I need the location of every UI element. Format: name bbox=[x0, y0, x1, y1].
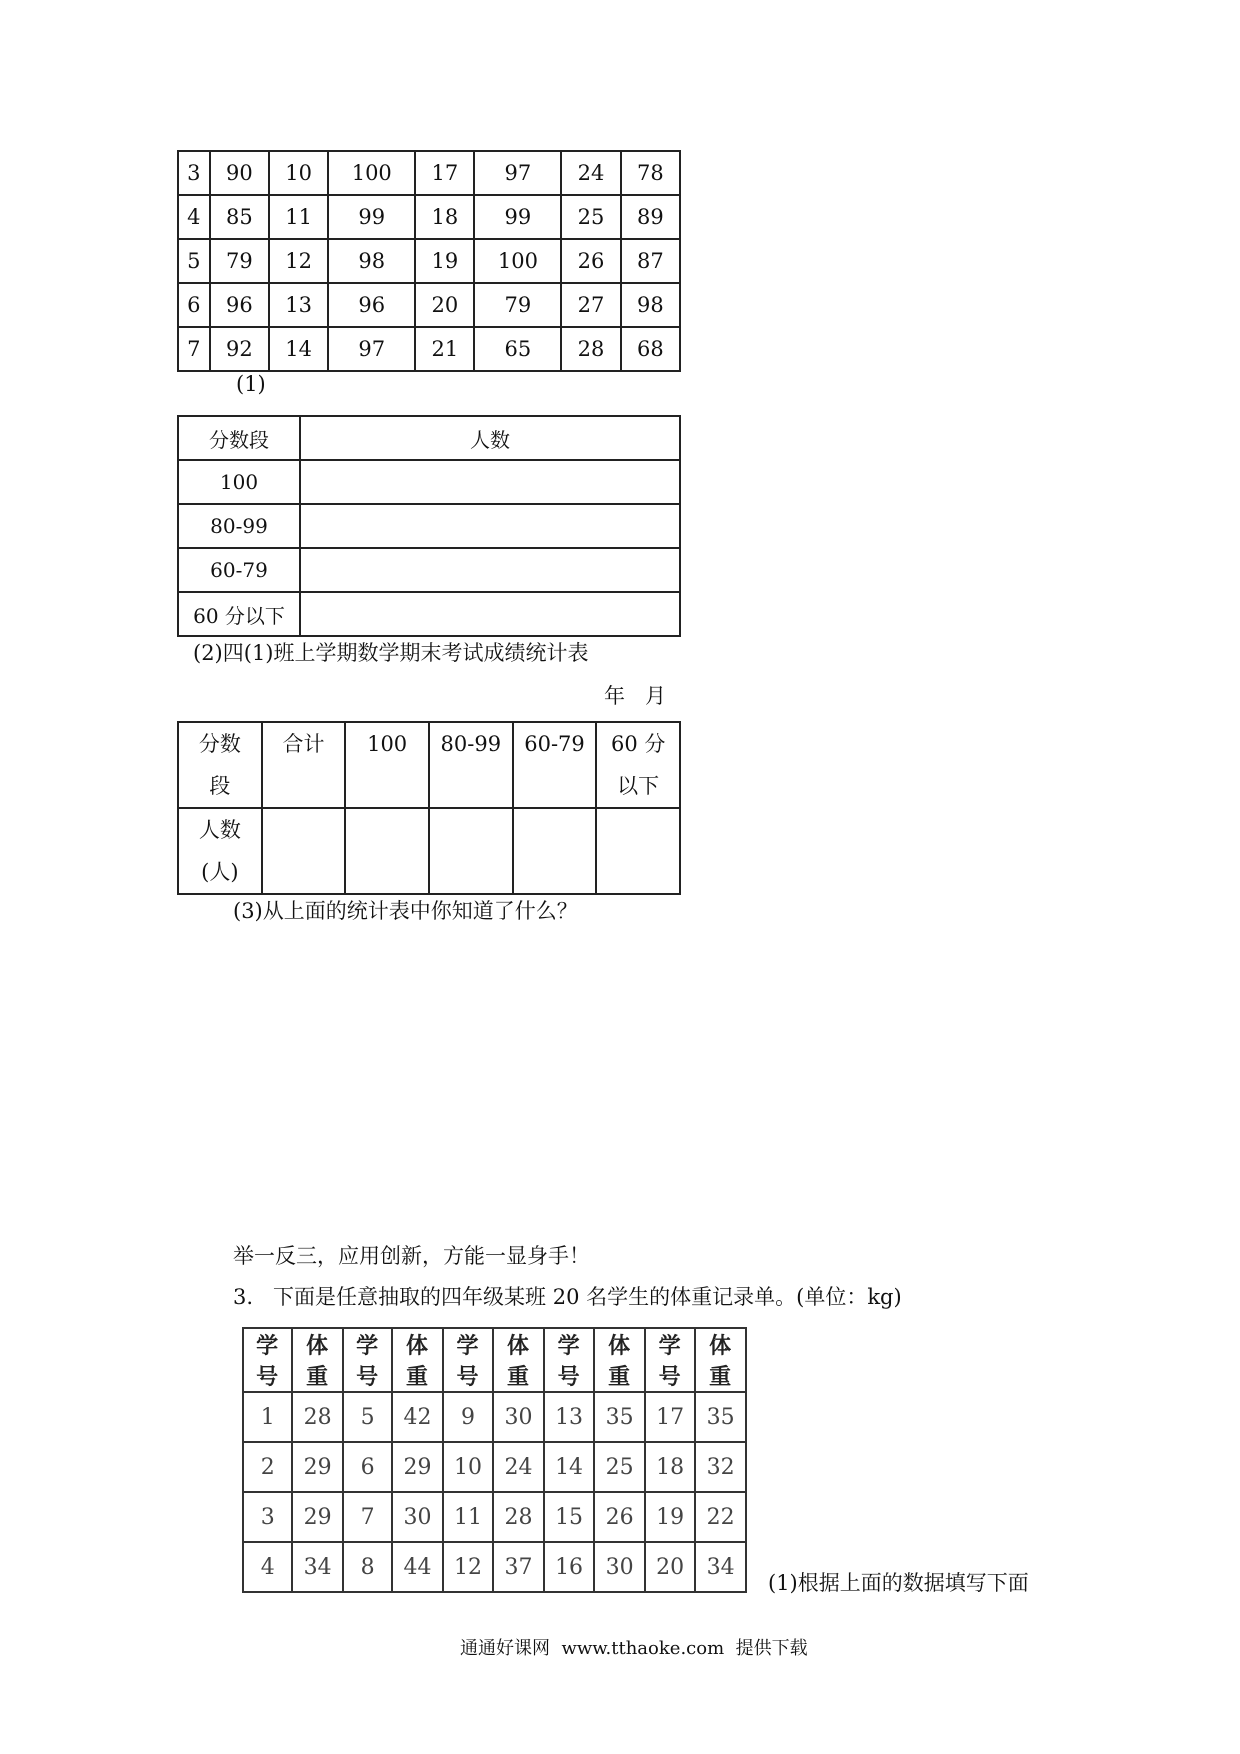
table-cell: 29 bbox=[292, 1442, 343, 1492]
blank-cell[interactable] bbox=[513, 808, 597, 894]
table-cell: 14 bbox=[544, 1442, 595, 1492]
table-row bbox=[243, 1442, 746, 1492]
part3-question: (3)从上面的统计表中你知道了什么？ bbox=[233, 899, 578, 923]
table-cell: 22 bbox=[695, 1492, 746, 1542]
range-label: 80-99 bbox=[178, 504, 300, 548]
table-cell: 98 bbox=[621, 283, 680, 327]
table-cell: 90 bbox=[210, 151, 269, 195]
part1-label: (1) bbox=[236, 372, 266, 396]
table-cell: 42 bbox=[392, 1392, 443, 1442]
table-cell: 65 bbox=[474, 327, 561, 371]
table-cell: 34 bbox=[292, 1542, 343, 1592]
table-cell: 98 bbox=[328, 239, 415, 283]
blank-cell[interactable] bbox=[596, 808, 680, 894]
table-cell: 68 bbox=[621, 327, 680, 371]
table-cell: 3 bbox=[178, 151, 210, 195]
column-header bbox=[596, 722, 680, 808]
table-cell: 9 bbox=[443, 1392, 494, 1442]
table-cell: 18 bbox=[415, 195, 474, 239]
table-cell: 10 bbox=[269, 151, 328, 195]
blank-cell[interactable] bbox=[429, 808, 513, 894]
table-cell: 4 bbox=[178, 195, 210, 239]
column-header: 分数段 bbox=[178, 416, 300, 460]
blank-cell[interactable] bbox=[300, 548, 680, 592]
table-cell: 25 bbox=[561, 195, 620, 239]
footer: 通通好课网 www.tthaoke.com 提供下载 bbox=[460, 1638, 808, 1659]
table-cell: 3 bbox=[243, 1492, 292, 1542]
table-row bbox=[243, 1392, 746, 1442]
table-cell: 17 bbox=[415, 151, 474, 195]
range-label: 60 分以下 bbox=[178, 592, 300, 636]
table-cell: 24 bbox=[493, 1442, 544, 1492]
header-line: (人) bbox=[201, 860, 239, 884]
table-row bbox=[178, 239, 680, 283]
table-cell: 78 bbox=[621, 151, 680, 195]
table-row bbox=[243, 1492, 746, 1542]
date-label: 年 月 bbox=[604, 684, 667, 708]
column-header: 学 号 bbox=[544, 1328, 595, 1392]
column-header: 学 号 bbox=[645, 1328, 696, 1392]
table-row bbox=[178, 416, 680, 460]
table-cell: 12 bbox=[269, 239, 328, 283]
table-cell: 97 bbox=[474, 151, 561, 195]
table-cell: 11 bbox=[269, 195, 328, 239]
table-cell: 30 bbox=[594, 1542, 645, 1592]
column-header: 体 重 bbox=[292, 1328, 343, 1392]
table-row bbox=[243, 1542, 746, 1592]
table-cell: 79 bbox=[210, 239, 269, 283]
header-line: 100 bbox=[367, 732, 408, 756]
column-header bbox=[262, 722, 346, 808]
column-header: 体 重 bbox=[392, 1328, 443, 1392]
table-cell: 25 bbox=[594, 1442, 645, 1492]
header-line: 80-99 bbox=[440, 732, 502, 756]
blank-cell[interactable] bbox=[262, 808, 346, 894]
row-header bbox=[178, 808, 262, 894]
question-3-text: 3. 下面是任意抽取的四年级某班 20 名学生的体重记录单。(单位：kg) bbox=[233, 1285, 902, 1309]
header-line: 合计 bbox=[282, 732, 325, 756]
table-cell: 28 bbox=[493, 1492, 544, 1542]
table-cell: 6 bbox=[178, 283, 210, 327]
column-header: 学 号 bbox=[443, 1328, 494, 1392]
weight-table bbox=[242, 1327, 747, 1593]
table-cell: 16 bbox=[544, 1542, 595, 1592]
table-cell: 12 bbox=[443, 1542, 494, 1592]
table-cell: 24 bbox=[561, 151, 620, 195]
table-cell: 14 bbox=[269, 327, 328, 371]
table-cell: 79 bbox=[474, 283, 561, 327]
header-line: 人数 bbox=[198, 818, 241, 842]
table-cell: 85 bbox=[210, 195, 269, 239]
column-header: 人数 bbox=[300, 416, 680, 460]
table-cell: 5 bbox=[178, 239, 210, 283]
table-cell: 28 bbox=[561, 327, 620, 371]
table-cell: 7 bbox=[178, 327, 210, 371]
blank-cell[interactable] bbox=[300, 460, 680, 504]
column-header: 学 号 bbox=[243, 1328, 292, 1392]
part2-title: (2)四(1)班上学期数学期末考试成绩统计表 bbox=[193, 641, 589, 665]
table-cell: 11 bbox=[443, 1492, 494, 1542]
column-header bbox=[429, 722, 513, 808]
table-cell: 97 bbox=[328, 327, 415, 371]
table-cell: 26 bbox=[561, 239, 620, 283]
table-cell: 100 bbox=[474, 239, 561, 283]
blank-cell[interactable] bbox=[300, 592, 680, 636]
range-label: 100 bbox=[178, 460, 300, 504]
table-cell: 1 bbox=[243, 1392, 292, 1442]
table-cell: 37 bbox=[493, 1542, 544, 1592]
table-cell: 89 bbox=[621, 195, 680, 239]
header-line: 以下 bbox=[617, 774, 660, 798]
range-label: 60-79 bbox=[178, 548, 300, 592]
table-cell: 29 bbox=[392, 1442, 443, 1492]
column-header bbox=[513, 722, 597, 808]
table-cell: 99 bbox=[328, 195, 415, 239]
header-line: 段 bbox=[209, 774, 231, 798]
range-table bbox=[177, 415, 681, 637]
table-cell: 30 bbox=[392, 1492, 443, 1542]
table-cell: 29 bbox=[292, 1492, 343, 1542]
table-row bbox=[178, 283, 680, 327]
table-row bbox=[178, 504, 680, 548]
table-cell: 7 bbox=[343, 1492, 392, 1542]
table-cell: 18 bbox=[645, 1442, 696, 1492]
table-row bbox=[178, 808, 680, 894]
blank-cell[interactable] bbox=[300, 504, 680, 548]
table-cell: 100 bbox=[328, 151, 415, 195]
header-line: 60 分 bbox=[610, 732, 666, 756]
column-header: 体 重 bbox=[695, 1328, 746, 1392]
table-cell: 28 bbox=[292, 1392, 343, 1442]
header-line: 分数 bbox=[198, 732, 241, 756]
stats-table bbox=[177, 721, 681, 895]
table-cell: 44 bbox=[392, 1542, 443, 1592]
table-cell: 87 bbox=[621, 239, 680, 283]
question-3-followup: (1)根据上面的数据填写下面 bbox=[768, 1571, 1029, 1595]
table-cell: 35 bbox=[594, 1392, 645, 1442]
table-cell: 32 bbox=[695, 1442, 746, 1492]
table-row bbox=[178, 151, 680, 195]
table-row bbox=[178, 548, 680, 592]
table-row bbox=[178, 722, 680, 808]
table-cell: 13 bbox=[544, 1392, 595, 1442]
table-row bbox=[178, 460, 680, 504]
column-header: 学 号 bbox=[343, 1328, 392, 1392]
column-header: 体 重 bbox=[493, 1328, 544, 1392]
table-cell: 99 bbox=[474, 195, 561, 239]
table-cell: 15 bbox=[544, 1492, 595, 1542]
table-cell: 27 bbox=[561, 283, 620, 327]
table-cell: 8 bbox=[343, 1542, 392, 1592]
table-cell: 6 bbox=[343, 1442, 392, 1492]
score-table bbox=[177, 150, 681, 372]
motto: 举一反三，应用创新，方能一显身手！ bbox=[233, 1244, 590, 1268]
header-line: 60-79 bbox=[524, 732, 585, 756]
table-cell: 13 bbox=[269, 283, 328, 327]
table-cell: 34 bbox=[695, 1542, 746, 1592]
column-header bbox=[178, 722, 262, 808]
table-cell: 5 bbox=[343, 1392, 392, 1442]
table-cell: 2 bbox=[243, 1442, 292, 1492]
blank-cell[interactable] bbox=[345, 808, 429, 894]
column-header: 体 重 bbox=[594, 1328, 645, 1392]
table-cell: 35 bbox=[695, 1392, 746, 1442]
table-cell: 19 bbox=[415, 239, 474, 283]
table-cell: 20 bbox=[645, 1542, 696, 1592]
table-row bbox=[243, 1328, 746, 1392]
table-cell: 10 bbox=[443, 1442, 494, 1492]
table-row bbox=[178, 195, 680, 239]
table-cell: 92 bbox=[210, 327, 269, 371]
table-row bbox=[178, 592, 680, 636]
table-cell: 96 bbox=[210, 283, 269, 327]
table-cell: 20 bbox=[415, 283, 474, 327]
table-cell: 30 bbox=[493, 1392, 544, 1442]
table-cell: 26 bbox=[594, 1492, 645, 1542]
column-header bbox=[345, 722, 429, 808]
table-cell: 19 bbox=[645, 1492, 696, 1542]
table-row bbox=[178, 327, 680, 371]
table-cell: 17 bbox=[645, 1392, 696, 1442]
table-cell: 21 bbox=[415, 327, 474, 371]
table-cell: 96 bbox=[328, 283, 415, 327]
table-cell: 4 bbox=[243, 1542, 292, 1592]
